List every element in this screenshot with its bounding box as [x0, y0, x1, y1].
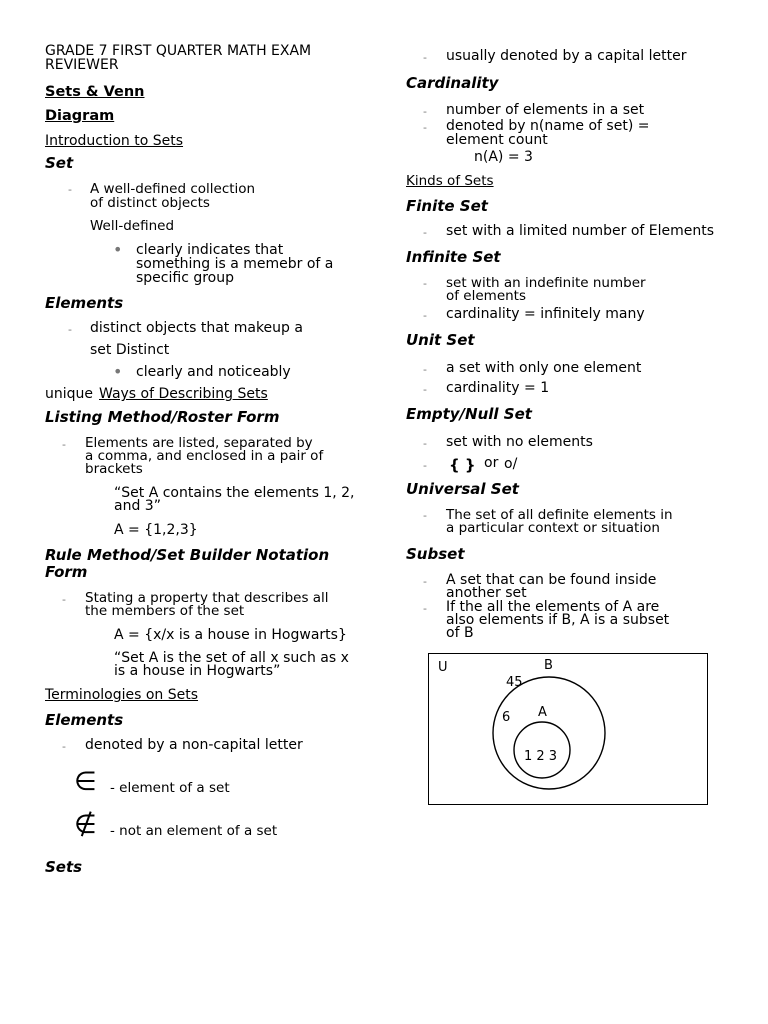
unit-def1: a set with only one element [446, 360, 642, 376]
heading-cardinality: Cardinality [406, 74, 499, 92]
set-b-elements-45: 45 [506, 675, 523, 690]
universal-def-line2: a particular context or situation [446, 520, 660, 536]
venn-svg [429, 654, 709, 806]
elements-def-line2: set Distinct [90, 342, 170, 358]
dash-marker: - [423, 309, 427, 322]
not-element-of-text: - not an element of a set [110, 823, 278, 839]
heading-universal-set: Universal Set [406, 480, 519, 498]
dash-marker: - [62, 438, 66, 451]
dash-marker: - [68, 323, 72, 336]
well-defined-line1: clearly indicates that [136, 242, 284, 258]
element-of-text: - element of a set [110, 780, 230, 796]
elements-def-line1: distinct objects that makeup a [90, 320, 303, 336]
subset-def2-line1: If the all the elements of A are [446, 599, 660, 615]
rule-quote-line1: “Set A is the set of all x such as x [114, 650, 349, 666]
heading-infinite-set: Infinite Set [406, 248, 501, 266]
set-def-line2: of distinct objects [90, 195, 210, 211]
section-kinds-of-sets: Kinds of Sets [406, 173, 494, 189]
venn-diagram [428, 653, 708, 805]
dash-marker: - [423, 105, 427, 118]
dash-marker: - [68, 183, 72, 196]
set-def-line1: A well-defined collection [90, 181, 256, 197]
dash-marker: - [423, 363, 427, 376]
heading-sets: Sets [45, 858, 83, 876]
dash-marker: - [62, 593, 66, 606]
dash-marker: - [423, 459, 427, 472]
listing-quote-line2: and 3” [114, 498, 161, 514]
set-b-circle [493, 677, 605, 789]
null-symbol: o/ [504, 456, 518, 472]
unit-def2: cardinality = 1 [446, 380, 550, 396]
bullet-marker: • [113, 240, 123, 259]
heading-elements: Elements [45, 294, 124, 312]
cardinality-def1: number of elements in a set [446, 102, 645, 118]
cardinality-def2-line1: denoted by n(name of set) = [446, 118, 650, 134]
empty-braces-symbol: { } [449, 456, 476, 474]
heading-finite-set: Finite Set [406, 197, 488, 215]
section-intro: Introduction to Sets [45, 133, 184, 149]
rule-def-line1: Stating a property that describes all [85, 590, 329, 606]
heading-elements-2: Elements [45, 711, 124, 729]
listing-def-line1: Elements are listed, separated by [85, 435, 313, 451]
section-ways: Ways of Describing Sets [99, 386, 268, 402]
dash-marker: - [423, 575, 427, 588]
unique-word: unique [45, 386, 94, 402]
bullet-marker: • [113, 362, 123, 381]
infinite-def2: cardinality = infinitely many [446, 306, 645, 322]
well-defined-line3: specific group [136, 270, 235, 286]
dash-marker: - [423, 121, 427, 134]
listing-def-line3: brackets [85, 461, 143, 477]
heading-empty-set: Empty/Null Set [406, 405, 532, 423]
finite-set-def: set with a limited number of Elements [446, 223, 715, 239]
set-b-element-6: 6 [502, 710, 511, 725]
heading-rule-method-line2: Form [45, 563, 88, 581]
empty-def: set with no elements [446, 434, 593, 450]
listing-quote-line1: “Set A contains the elements 1, 2, [114, 485, 355, 501]
heading-unit-set: Unit Set [406, 331, 475, 349]
empty-or: or [484, 455, 499, 471]
heading-set: Set [45, 154, 74, 172]
sets-def: usually denoted by a capital letter [446, 48, 687, 64]
set-a-label: A [538, 705, 547, 720]
heading-rule-method-line1: Rule Method/Set Builder Notation [45, 546, 330, 564]
dash-marker: - [62, 740, 66, 753]
universal-def-line1: The set of all definite elements in [446, 507, 673, 523]
subset-def1-line2: another set [446, 585, 527, 601]
dash-marker: - [423, 226, 427, 239]
set-b-label: B [544, 658, 553, 673]
cardinality-equation: n(A) = 3 [474, 149, 533, 165]
topic-heading-line2: Diagram [45, 108, 115, 124]
well-defined-label: Well-defined [90, 218, 175, 234]
dash-marker: - [423, 277, 427, 290]
heading-subset: Subset [406, 545, 465, 563]
roster-equation: A = {1,2,3} [114, 522, 198, 538]
doc-title-line1: GRADE 7 FIRST QUARTER MATH EXAM [45, 43, 312, 59]
rule-quote-line2: is a house in Hogwarts” [114, 663, 281, 679]
section-terminologies: Terminologies on Sets [45, 687, 199, 703]
subset-def1-line1: A set that can be found inside [446, 572, 657, 588]
rule-def-line2: the members of the set [85, 603, 245, 619]
cardinality-def2-line2: element count [446, 132, 548, 148]
dash-marker: - [423, 383, 427, 396]
dash-marker: - [423, 437, 427, 450]
subset-def2-line2: also elements if B, A is a subset [446, 612, 670, 628]
doc-title-line2: REVIEWER [45, 57, 119, 73]
dash-marker: - [423, 51, 427, 64]
rule-equation: A = {x/x is a house in Hogwarts} [114, 627, 347, 643]
infinite-def1-line2: of elements [446, 288, 527, 304]
infinite-def1-line1: set with an indefinite number [446, 275, 646, 291]
elements2-def: denoted by a non-capital letter [85, 737, 303, 753]
topic-heading-line1: Sets & Venn [45, 84, 145, 100]
set-a-elements: 1 2 3 [524, 749, 558, 764]
dash-marker: - [423, 602, 427, 615]
subset-def2-line3: of B [446, 625, 474, 641]
dash-marker: - [423, 509, 427, 522]
element-of-icon: ∈ [74, 767, 97, 797]
universal-label: U [438, 660, 448, 675]
well-defined-line2: something is a memebr of a [136, 256, 334, 272]
listing-def-line2: a comma, and enclosed in a pair of [85, 448, 324, 464]
distinct-def: clearly and noticeably [136, 364, 291, 380]
not-element-of-icon: ∉ [74, 810, 97, 840]
heading-listing-method: Listing Method/Roster Form [45, 408, 280, 426]
